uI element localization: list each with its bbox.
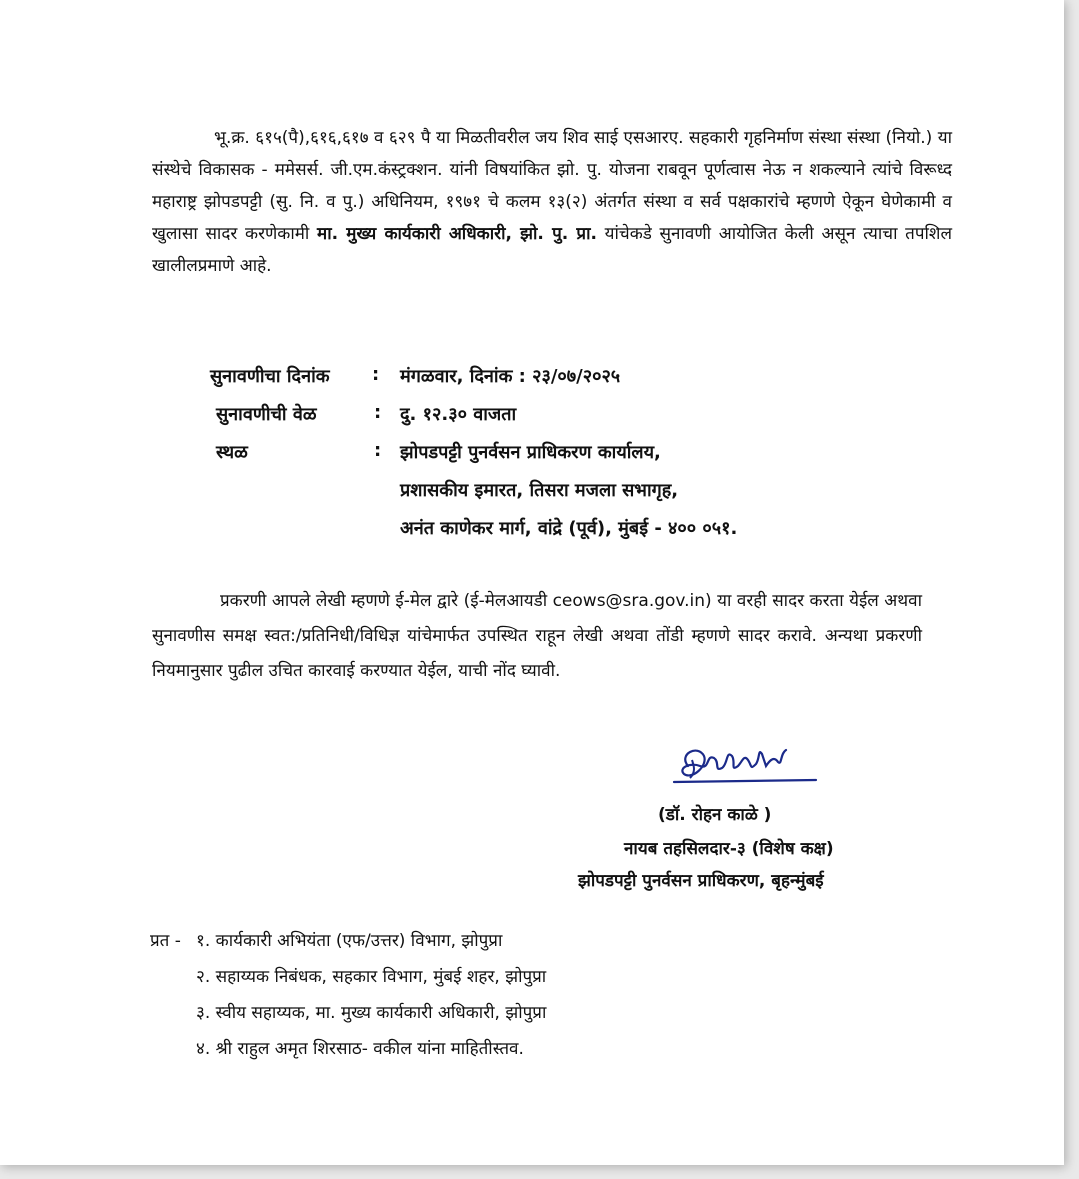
list-item: ४. श्री राहुल अमृत शिरसाठ- वकील यांना माहितीस्तव. bbox=[196, 1039, 524, 1059]
copies-prefix: प्रत - bbox=[150, 931, 181, 951]
signatory-office: झोपडपट्टी पुनर्वसन प्राधिकरण, बृहन्मुंबई bbox=[578, 871, 824, 891]
intro-line: भू.क्र. ६१५(पै),६१६,६१७ व ६२९ पै या मिळतीवरील जय शिव साई एसआरए. सहकारी bbox=[214, 128, 739, 148]
hearing-date-value: मंगळवार, दिनांक : २३/०७/२०२५ bbox=[400, 366, 621, 387]
signatory-designation: नायब तहसिलदार-३ (विशेष कक्ष) bbox=[624, 839, 834, 859]
hearing-date-label: सुनावणीचा दिनांक bbox=[210, 366, 330, 387]
list-item: १. कार्यकारी अभियंता (एफ/उत्तर) विभाग, झोपुप्रा bbox=[196, 931, 503, 951]
intro-line: अधिनियम, १९७१ चे कलम १३(२) अंतर्गत संस्था व सर्व पक्षकारांचे म्हणणे ऐकून घेणेकामी व खुलासा bbox=[152, 192, 952, 244]
hearing-place-line: अनंत काणेकर मार्ग, वांद्रे (पूर्व), मुंबई - ४०० ०५१. bbox=[400, 518, 738, 539]
hearing-place-line: प्रशासकीय इमारत, तिसरा मजला सभागृह, bbox=[400, 480, 679, 501]
intro-line: यांचेकडे सुनावणी आयोजित केली असून bbox=[596, 224, 856, 244]
instructions-line: याची नोंद घ्यावी. bbox=[458, 661, 561, 681]
authority-name: मा. मुख्य कार्यकारी अधिकारी, झो. पु. प्रा. bbox=[317, 224, 597, 244]
intro-line: त्याचा तपशिल खालीलप्रमाणे आहे. bbox=[152, 224, 953, 276]
instructions-line: अथवा तोंडी म्हणणे सादर करावे. अन्यथा प्रकरणी नियमानुसार पुढील उचित कारवाई करण्यात येईल, bbox=[152, 626, 922, 681]
hearing-place-label: स्थळ bbox=[216, 442, 248, 463]
colon: : bbox=[374, 440, 382, 461]
colon: : bbox=[372, 364, 380, 385]
intro-line: पु. योजना राबवून पूर्णत्वास नेऊ न शकल्याने त्यांचे विरूध्द महाराष्ट्र झोपडपट्टी (सु. नि. व पु.) bbox=[152, 160, 952, 212]
colon: : bbox=[374, 402, 382, 423]
hearing-time-label: सुनावणीची वेळ bbox=[216, 404, 317, 425]
signature-block bbox=[570, 736, 910, 896]
hearing-place-line: झोपडपट्टी पुनर्वसन प्राधिकरण कार्यालय, bbox=[400, 442, 661, 463]
list-item: ३. स्वीय सहाय्यक, मा. मुख्य कार्यकारी अधिकारी, झोपुप्रा bbox=[196, 1003, 547, 1023]
handwritten-signature bbox=[670, 736, 830, 796]
intro-line: गृहनिर्माण संस्था संस्था (नियो.) या संस्थेचे विकासक - ममेसर्स. जी.एम.कंस्ट्रक्शन. यांनी विषयांकित झो. bbox=[152, 128, 953, 180]
instructions-paragraph bbox=[152, 584, 922, 689]
signatory-name: (डॉ. रोहन काळे ) bbox=[658, 805, 772, 825]
intro-line: सादर करणेकामी bbox=[205, 224, 318, 244]
instructions-line: प्रकरणी आपले लेखी म्हणणे ई-मेल द्वारे (ई-मेलआयडी ceows@sra.gov.in) या वरही bbox=[220, 591, 767, 611]
list-item: २. सहाय्यक निबंधक, सहकार विभाग, मुंबई शहर, झोपुप्रा bbox=[196, 967, 547, 987]
intro-paragraph bbox=[152, 122, 952, 282]
hearing-time-value: दु. १२.३० वाजता bbox=[400, 404, 517, 425]
instructions-line: सादर करता येईल अथवा सुनावणीस समक्ष स्वत:/प्रतिनिधी/विधिज्ञ यांचेमार्फत उपस्थित राहून लेखी bbox=[152, 591, 922, 646]
